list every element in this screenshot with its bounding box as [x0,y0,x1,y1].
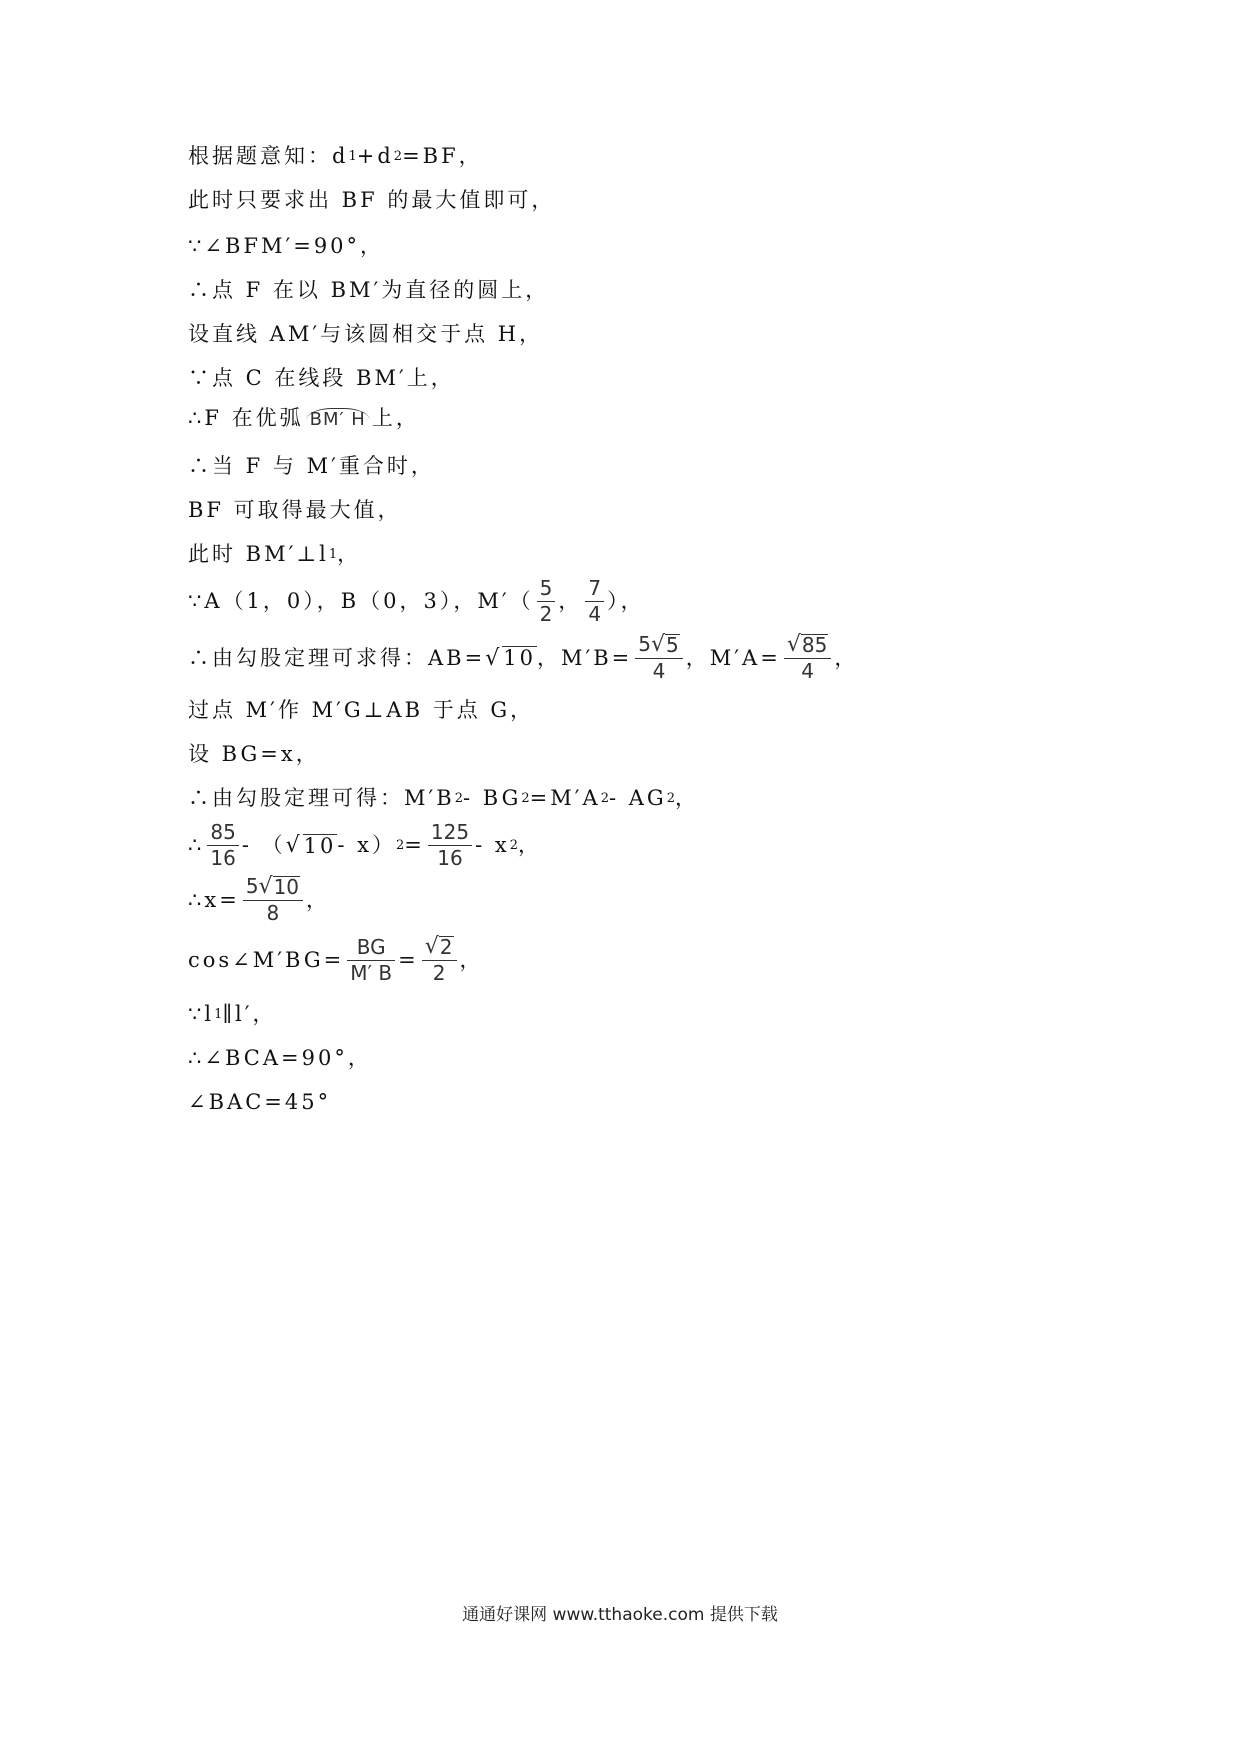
fraction: $\frac{85}{16}$ [207,822,238,869]
fraction: √ 2 2 [422,936,457,984]
square-root: √ 10 [485,645,536,671]
fraction: $\frac{BG}{M' B}$ [347,937,395,984]
fraction: $\frac{7}{4}$ [585,578,604,625]
line-17: ∴x= 5 √ 10 8 ， [188,874,331,925]
line-10: 此时 BM′⊥l 1 ， [188,542,362,566]
line-19: ∵l 1 ∥l′， [188,1002,277,1026]
line-11: ∵A（1，0），B（0，3），M′（ $\frac{5}{2}$ ， $\frac{7}{4}$ ）， [188,576,645,626]
line-7: ∴F 在优弧 BM′ H 上， [188,406,420,430]
line-2: 此时只要求出 BF 的最大值即可， [188,188,556,212]
line-5: 设直线 AM′与该圆相交于点 H， [188,322,544,346]
square-root: √ 10 [285,833,337,859]
fraction: $\frac{125}{16}$ [428,822,472,869]
line-8: ∴当 F 与 M′重合时， [188,454,435,478]
line-6: ∵点 C 在线段 BM′上， [188,366,455,390]
line-15: ∴由勾股定理可得：M′B 2 - BG 2 =M′A 2 - AG 2 ， [188,786,699,810]
fraction: √ 85 4 [784,634,831,682]
major-arc-label: BM′ H [306,408,370,429]
line-9: BF 可取得最大值， [188,498,402,522]
line-16: ∴ $\frac{85}{16}$ - （ √ 10 - x） 2 = $\frac{125}{16}$ - x 2 ， [188,820,542,870]
fraction: $\frac{5}{2}$ [537,578,556,625]
footer-text: 通通好课网 www.tthaoke.com 提供下载 [462,1605,778,1625]
line-14: 设 BG=x， [188,742,320,766]
line-18: cos∠M′BG= $\frac{BG}{M' B}$ = √ 2 2 ， [188,934,484,985]
line-1: 根据题意知：d 1 +d 2 =BF， [188,144,483,168]
line-20: ∴∠BCA=90°， [188,1046,372,1070]
line-3: ∵∠BFM′=90°， [188,234,385,258]
line-4: ∴点 F 在以 BM′为直径的圆上， [188,278,550,302]
line-21: ∠BAC=45° [188,1090,332,1114]
fraction: 5 √ 10 8 [243,876,303,924]
line-12: ∴由勾股定理可求得：AB= √ 10 ，M′B= 5 √ 5 4 ，M′A= √ 85 4 ， [188,632,859,683]
fraction: 5 √ 5 4 [635,634,683,682]
line-13: 过点 M′作 M′G⊥AB 于点 G， [188,698,535,722]
